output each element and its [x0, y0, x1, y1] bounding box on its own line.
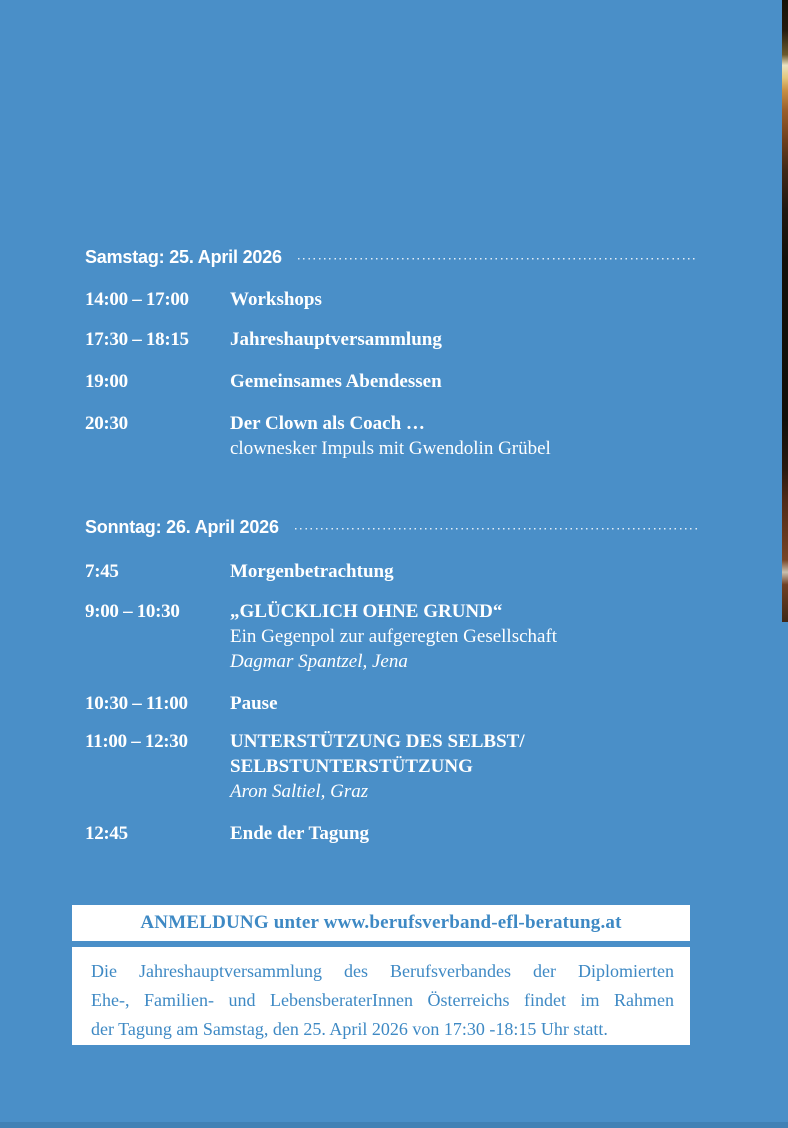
event-time: 11:00 – 12:30 [85, 731, 188, 752]
event-time: 7:45 [85, 561, 119, 582]
event-title: Jahreshauptversammlung [230, 329, 442, 350]
event-title: Ende der Tagung [230, 823, 370, 844]
event-title: Workshops [230, 289, 322, 310]
schedule-row [85, 327, 703, 352]
schedule-row [85, 559, 703, 584]
event-time: 12:45 [85, 823, 128, 844]
event-title: Der Clown als Coach … [230, 413, 425, 434]
event-speaker: Aron Saltiel, Graz [230, 781, 369, 802]
dotted-rule [295, 528, 697, 530]
day-header-sonntag [85, 515, 697, 540]
schedule-row [85, 369, 703, 394]
schedule-row [85, 287, 703, 312]
registration-box [72, 905, 690, 941]
event-time: 17:30 – 18:15 [85, 329, 189, 350]
info-box [72, 947, 690, 1045]
day-title-samstag: Samstag: 25. April 2026 [85, 247, 282, 267]
schedule-row [85, 599, 703, 674]
event-speaker: Dagmar Spantzel, Jena [230, 651, 408, 672]
event-time: 9:00 – 10:30 [85, 601, 180, 622]
info-line: der Tagung am Samstag, den 25. April 2026 von 17:30 -18:15 Uhr statt. [91, 1019, 608, 1039]
event-time: 19:00 [85, 371, 128, 392]
schedule-row [85, 691, 703, 716]
photo-strip [782, 0, 788, 622]
schedule-row [85, 411, 703, 461]
schedule-row [85, 821, 703, 846]
event-title-line2: SELBSTUNTERSTÜTZUNG [230, 756, 473, 777]
registration-text: ANMELDUNG unter www.berufsverband-efl-beratung.at [140, 912, 622, 933]
event-title: Morgenbetrachtung [230, 561, 394, 582]
bottom-edge-strip [0, 1122, 788, 1128]
event-subtitle: Ein Gegenpol zur aufgeregten Gesellschaft [230, 626, 558, 647]
schedule-row [85, 729, 703, 804]
event-title: „GLÜCKLICH OHNE GRUND“ [230, 601, 503, 622]
event-title: Gemeinsames Abendessen [230, 371, 442, 392]
event-title: UNTERSTÜTZUNG DES SELBST/ [230, 731, 525, 752]
day-header-samstag [85, 245, 697, 270]
event-time: 10:30 – 11:00 [85, 693, 188, 714]
dotted-rule [298, 258, 697, 260]
event-subtitle: clownesker Impuls mit Gwendolin Grübel [230, 438, 551, 459]
day-title-sonntag: Sonntag: 26. April 2026 [85, 517, 279, 537]
event-time: 14:00 – 17:00 [85, 289, 189, 310]
info-line: Ehe-, Familien- und LebensberaterInnen Österreichs findet im Rahmen [91, 990, 674, 1010]
event-title: Pause [230, 693, 278, 714]
event-time: 20:30 [85, 413, 128, 434]
info-line: Die Jahreshauptversammlung des Berufsverbandes der Diplomierten [91, 961, 674, 981]
